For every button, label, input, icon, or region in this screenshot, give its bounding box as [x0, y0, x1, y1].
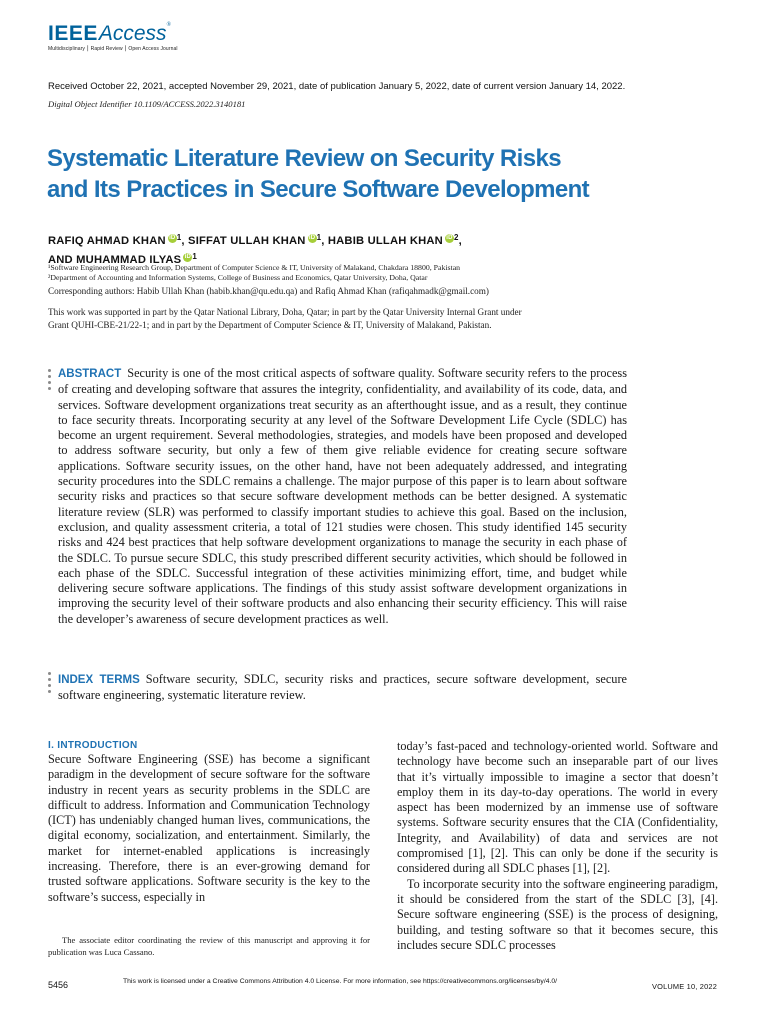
author-3: HABIB ULLAH KHAN: [327, 235, 443, 247]
intro-paragraph-continued: today’s fast-paced and technology-oriented world. Software and technology have become such an inseparable part of our lives that it’s virtually impossible to imagine a sector that doesn’t employ them in its day-to-day operations. The world in every aspect has been modernized by an immense use of software systems. Software security ensures that the CIA (Confidentiality, Integrity, and Availability) of data and services are not compromised [1], [2]. This can only be done if the security is considered during all SDLC phases [1], [2].: [397, 739, 718, 876]
paper-title: [47, 143, 727, 205]
author-2-affil: 1: [316, 233, 322, 242]
abstract-text: Security is one of the most critical aspects of software quality. Software security refers to the process of creating and developing software that assures the integrity, confidentiality, and availability of its code, data, and services. Software development organizations treat security as an afterthought issue, and as a result, they continue to face security threats. Incorporating security at any level of the Software Development Life Cycle (SDLC) has become an urgent requirement. Several methodologies, strategies, and models have been proposed and developed to address software security, but only a few of them give reliable evidence for creating secure software applications. Software security issues, on the other hand, have not been adequately addressed, and integrating security procedures into the SDLC remains a challenge. The major purpose of this paper is to learn about software security risks and practices so that secure software development methods can be better designed. A systematic literature review (SLR) was performed to classify important studies to achieve this goal. Based on the inclusion, exclusion, and quality assessment criteria, a total of 121 studies were chosen. This study identified 145 security risks and 424 best practices that help software development organizations to manage the security in each phase of the SDLC. To pursue secure SDLC, this study prescribed different security activities, which should be followed in each phase of the SDLC. Successful integration of these activities minimizing effort, time, and budget while delivering secure software applications. The findings of this study assist software development organizations in improving the security level of their software products and also enhancing their security efficiency. This will raise the developer’s awareness of secure development practices as well.: [58, 366, 627, 626]
orcid-icon[interactable]: iD: [308, 235, 316, 241]
title-line-1: Systematic Literature Review on Security Risks: [47, 145, 561, 172]
logo-trademark: ®: [166, 22, 172, 28]
index-terms-marker-icon: [48, 672, 51, 696]
page-number: 5456: [48, 980, 69, 990]
funding-note: [48, 306, 588, 332]
funding-line-1: This work was supported in part by the Qatar National Library, Doha, Qatar; in part by the Qatar University Internal Grant under: [48, 307, 522, 317]
journal-tagline: Multidisciplinary ⎮ Rapid Review ⎮ Open Access Journal: [48, 46, 178, 52]
funding-line-2: Grant QUHI-CBE-21/22-1; and in part by the Department of Computer Science & IT, University of Malakand, Pakistan.: [48, 320, 492, 330]
affiliation-2: ²Department of Accounting and Information Systems, College of Business and Economics, Qatar University, Doha, Qatar: [48, 273, 428, 282]
logo-access: Access: [98, 22, 167, 45]
corresponding-authors: Corresponding authors: Habib Ullah Khan (habib.khan@qu.edu.qa) and Rafiq Ahmad Khan (rafiqahmadk@gmail.com): [48, 286, 489, 296]
column-left: [48, 740, 370, 905]
author-1-affil: 1: [176, 233, 182, 242]
section-heading-introduction: I. INTRODUCTION: [48, 740, 138, 751]
editor-footnote: The associate editor coordinating the review of this manuscript and approving it for publication was Luca Cassano.: [48, 935, 370, 957]
abstract-marker-icon: [48, 369, 51, 393]
index-terms: [58, 672, 627, 704]
orcid-icon[interactable]: iD: [169, 235, 176, 241]
column-right: [397, 739, 718, 953]
logo-ieee: IEEE: [48, 22, 98, 45]
author-1: RAFIQ AHMAD KHAN: [48, 235, 166, 247]
author-3-affil: 2: [453, 233, 459, 242]
intro-paragraph-1: Secure Software Engineering (SSE) has become a significant paradigm in the development of secure software for the software industry in recent years as security problems in the SDLC are difficult to address. Information and Communication Technology (ICT) has undeniably changed human lives, communications, the digital economy, socialization, and entertainment. Similarly, the market for internet-enabled applications is increasingly increasing. Therefore, there is an ever-growing demand for trusted software applications. Software security is the key to the software’s success, especially in: [48, 752, 370, 904]
orcid-icon[interactable]: iD: [446, 235, 453, 241]
doi: Digital Object Identifier 10.1109/ACCESS.2022.3140181: [48, 99, 246, 109]
abstract-label: ABSTRACT: [58, 368, 122, 380]
abstract: [58, 366, 627, 627]
intro-paragraph-2: To incorporate security into the software engineering paradigm, it should be considered from the start of the SDLC [3], [4]. Secure software engineering (SSE) is the process of designing, building, and testing software so that it becomes secure, this includes secure SDLC processes: [397, 876, 718, 952]
title-line-2: and Its Practices in Secure Software Development: [47, 176, 590, 203]
index-terms-text: Software security, SDLC, security risks and practices, secure software development, secure software engineering, systematic literature review.: [58, 672, 627, 703]
journal-logo: [48, 22, 171, 46]
author-4-affil: 1: [192, 252, 197, 261]
received-dates: Received October 22, 2021, accepted November 29, 2021, date of publication January 5, 2022, date of current version January 14, 2022.: [48, 81, 626, 92]
volume-label: VOLUME 10, 2022: [652, 982, 718, 991]
author-list: RAFIQ AHMAD KHAN $iD^1$, SIFFAT ULLAH KHAN $iD^1$, HABIB ULLAH KHAN $iD^2$, AND MUHAMMAD ILYAS $iD^1$: [48, 233, 462, 266]
author-4: AND MUHAMMAD ILYAS: [48, 254, 182, 266]
license-notice[interactable]: This work is licensed under a Creative Commons Attribution 4.0 License. For more information, see https://creativecommons.org/licenses/by/4.0/: [123, 978, 558, 985]
orcid-icon[interactable]: iD: [184, 254, 192, 260]
index-terms-label: INDEX TERMS: [58, 674, 140, 686]
author-2: SIFFAT ULLAH KHAN: [188, 235, 306, 247]
affiliation-1: ¹Software Engineering Research Group, Department of Computer Science & IT, University of Malakand, Chakdara 18800, Pakistan: [48, 263, 461, 272]
